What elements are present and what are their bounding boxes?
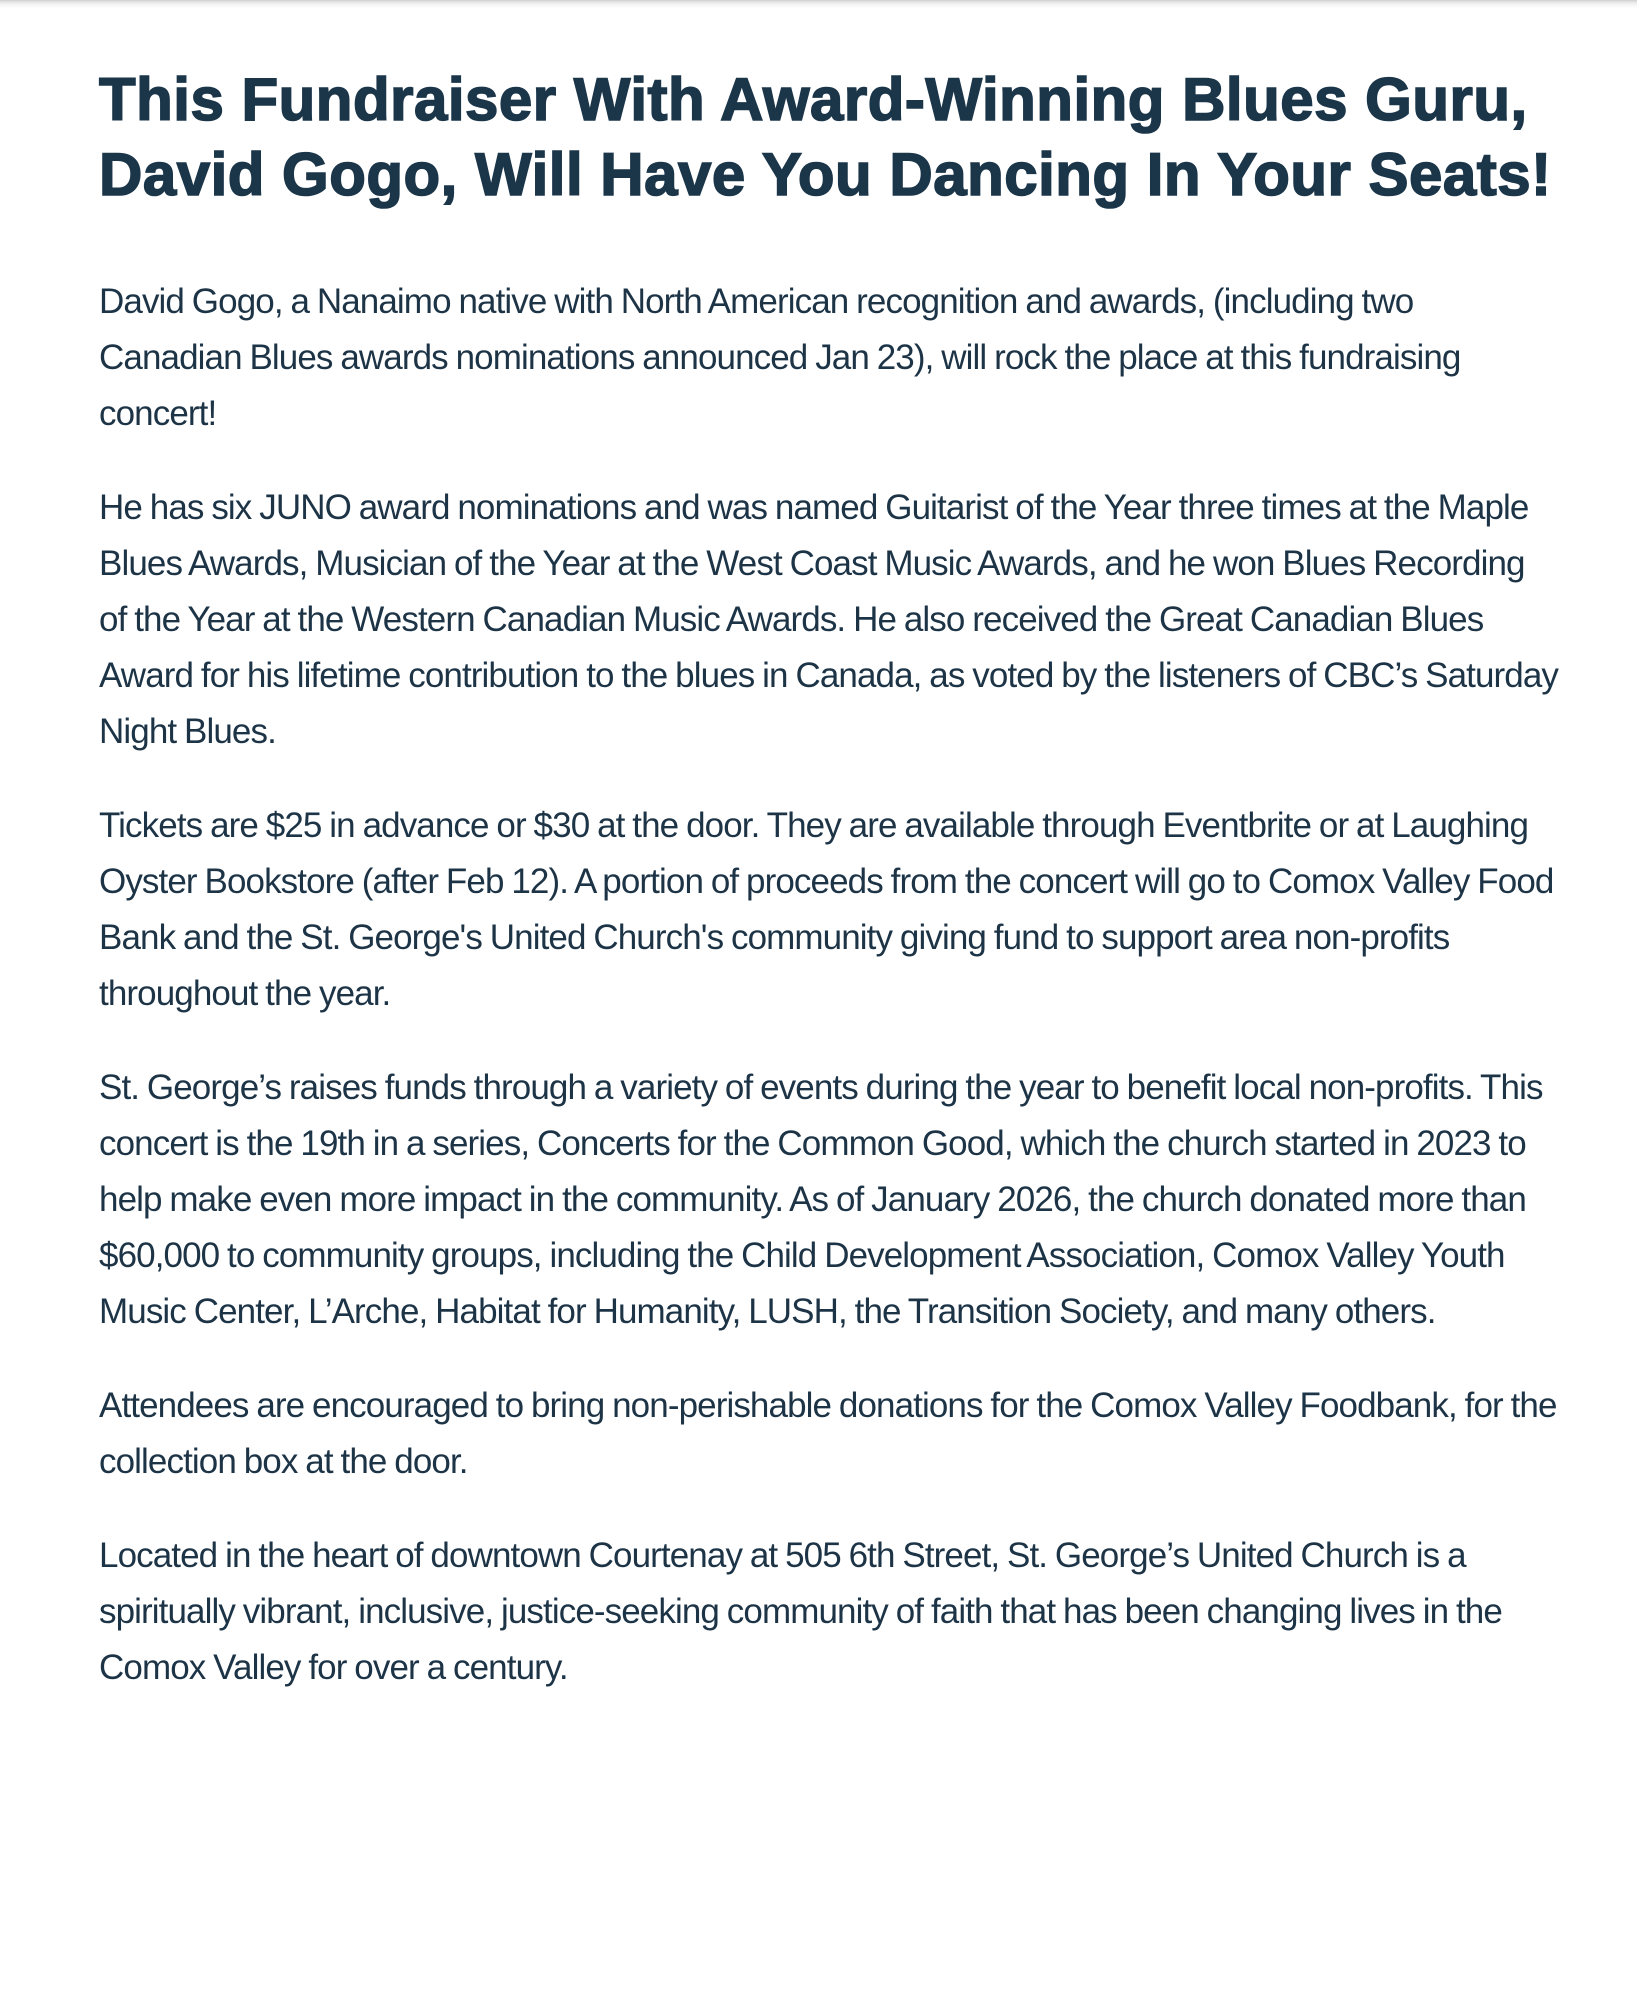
top-edge-shadow (0, 0, 1637, 8)
paragraph-location: Located in the heart of downtown Courtenay at 505 6th Street, St. George’s United Church is a spiritually vibrant, inclusive, justice-seeking community of faith that has been changing lives in the Comox Valley for over a century. (99, 1536, 1502, 1687)
paragraph-donations: Attendees are encouraged to bring non-perishable donations for the Comox Valley Foodbank, for the collection box at the door. (99, 1386, 1557, 1481)
paragraph-awards: He has six JUNO award nominations and was named Guitarist of the Year three times at the Maple Blues Awards, Musician of the Year at the West Coast Music Awards, and he won Blues Recording of the Year at the Western Canadian Music Awards. He also received the Great Canadian Blues Award for his lifetime contribution to the blues in Canada, as voted by the listeners of CBC’s Saturday Night Blues. (99, 488, 1559, 751)
paragraph-church-fundraising: St. George’s raises funds through a variety of events during the year to benefit local non-profits. This concert is the 19th in a series, Concerts for the Common Good, which the church started in 2023 to help make even more impact in the community. As of January 2026, the church donated more than $60,000 to community groups, including the Child Development Association, Comox Valley Youth Music Center, L’Arche, Habitat for Humanity, LUSH, the Transition Society, and many others. (99, 1068, 1543, 1331)
article-body (99, 274, 1559, 1696)
article-headline: This Fundraiser With Award-Winning Blues Guru, David Gogo, Will Have You Dancing In Your Seats! (99, 66, 1552, 208)
paragraph-intro: David Gogo, a Nanaimo native with North American recognition and awards, (including two Canadian Blues awards nominations announced Jan 23), will rock the place at this fundraising concert! (99, 282, 1461, 433)
article (99, 62, 1559, 1734)
paragraph-tickets: Tickets are $25 in advance or $30 at the door. They are available through Eventbrite or at Laughing Oyster Bookstore (after Feb 12). A portion of proceeds from the concert will go to Comox Valley Food Bank and the St. George's United Church's community giving fund to support area non-profits throughout the year. (99, 806, 1554, 1013)
